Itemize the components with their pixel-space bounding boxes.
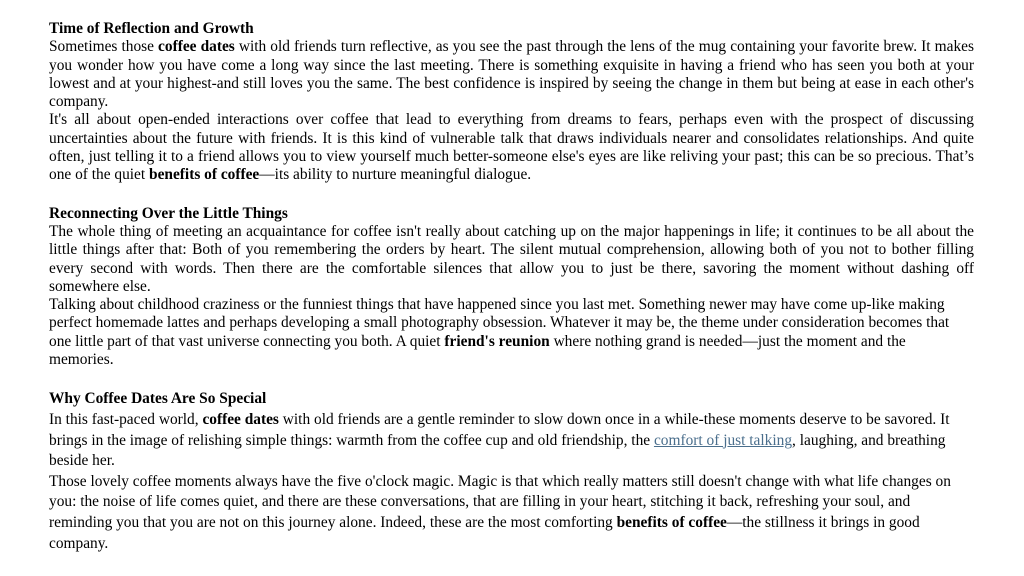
text: , laughing, and breathing beside her. — [49, 431, 946, 470]
comfort-of-just-talking-link[interactable]: comfort of just talking — [653, 431, 793, 449]
text: It's all about open-ended interactions over coffee that lead to everything from dreams to fears, perhaps even with the prospect of discussing uncertainties about the future with friends. It is this kind of vulnerable talk that draws individuals nearer and consolidates relationships. And quite often, just telling it to a friend allows you to view yourself much better-someone else's eyes are like reliving your past; this can be so precious. That’s one of the quiet — [49, 111, 974, 184]
section-spacer — [49, 185, 974, 205]
text: with old friends are a gentle reminder to slow down once in a while-these moments deserve to be savored. It brings in the image of relishing simple things: warmth from the coffee cup and old friendship, the — [49, 410, 950, 449]
text: Talking about childhood craziness or the funniest things that have happened since you last met. Something newer may have come up-like making perfect homemade lattes and perhaps developing a small photography obsession. Whatever it may be, the theme under consideration becomes that one little part of that vast universe connecting you both. A quiet — [49, 296, 950, 350]
text: In this fast-paced world, — [49, 410, 203, 428]
section-heading: Reconnecting Over the Little Things — [49, 204, 288, 222]
bold-keyword: coffee dates — [158, 38, 235, 56]
text: —the stillness it brings in good company. — [49, 513, 920, 552]
bold-keyword: friend's reunion — [444, 332, 550, 350]
paragraph — [49, 472, 974, 554]
section-heading: Time of Reflection and Growth — [49, 20, 254, 37]
section-spacer — [49, 369, 974, 389]
bold-keyword: coffee dates — [202, 410, 279, 428]
section-heading: Why Coffee Dates Are So Special — [49, 390, 267, 408]
text: Those lovely coffee moments always have the five o'clock magic. Magic is that which really matters still doesn't change with what life changes on you: the noise of life comes quiet, and there are these conversations, that are filling in your heart, stitching it back, refreshing your soul, and reminding you that you are not on this journey alone. Indeed, these are the most comforting — [49, 472, 951, 531]
paragraph: The whole thing of meeting an acquaintance for coffee isn't really about catching up on the major happenings in life; it continues to be all about the little things after that: Both of you remembering the orders by heart. The silent mutual comprehension, allowing both of you not to bother filling every second with words. Then there are the comfortable silences that allow you to just be there, savoring the moment without dashing off somewhere else. — [49, 222, 974, 295]
text: where nothing grand is needed—just the moment and the memories. — [49, 332, 906, 369]
section-reconnecting — [49, 205, 974, 370]
text: with old friends turn reflective, as you see the past through the lens of the mug containing your favorite brew. It makes you wonder how you have come a long way since the last meeting. There is something exquisite in having a friend who has seen you both at your lowest and at your highest-and still loves you the same. The best confidence is inspired by seeing the change in them but being at ease in each other's company. — [49, 38, 974, 111]
bold-keyword: benefits of coffee — [616, 513, 727, 531]
paragraph — [49, 410, 974, 472]
paragraph — [49, 296, 974, 369]
paragraph — [49, 111, 974, 184]
paragraph — [49, 38, 974, 111]
section-why-special — [49, 389, 974, 554]
section-reflection-growth — [49, 20, 974, 185]
text: —its ability to nurture meaningful dialogue. — [259, 166, 532, 184]
bold-keyword: benefits of coffee — [149, 166, 260, 184]
text: Sometimes those — [49, 38, 159, 56]
